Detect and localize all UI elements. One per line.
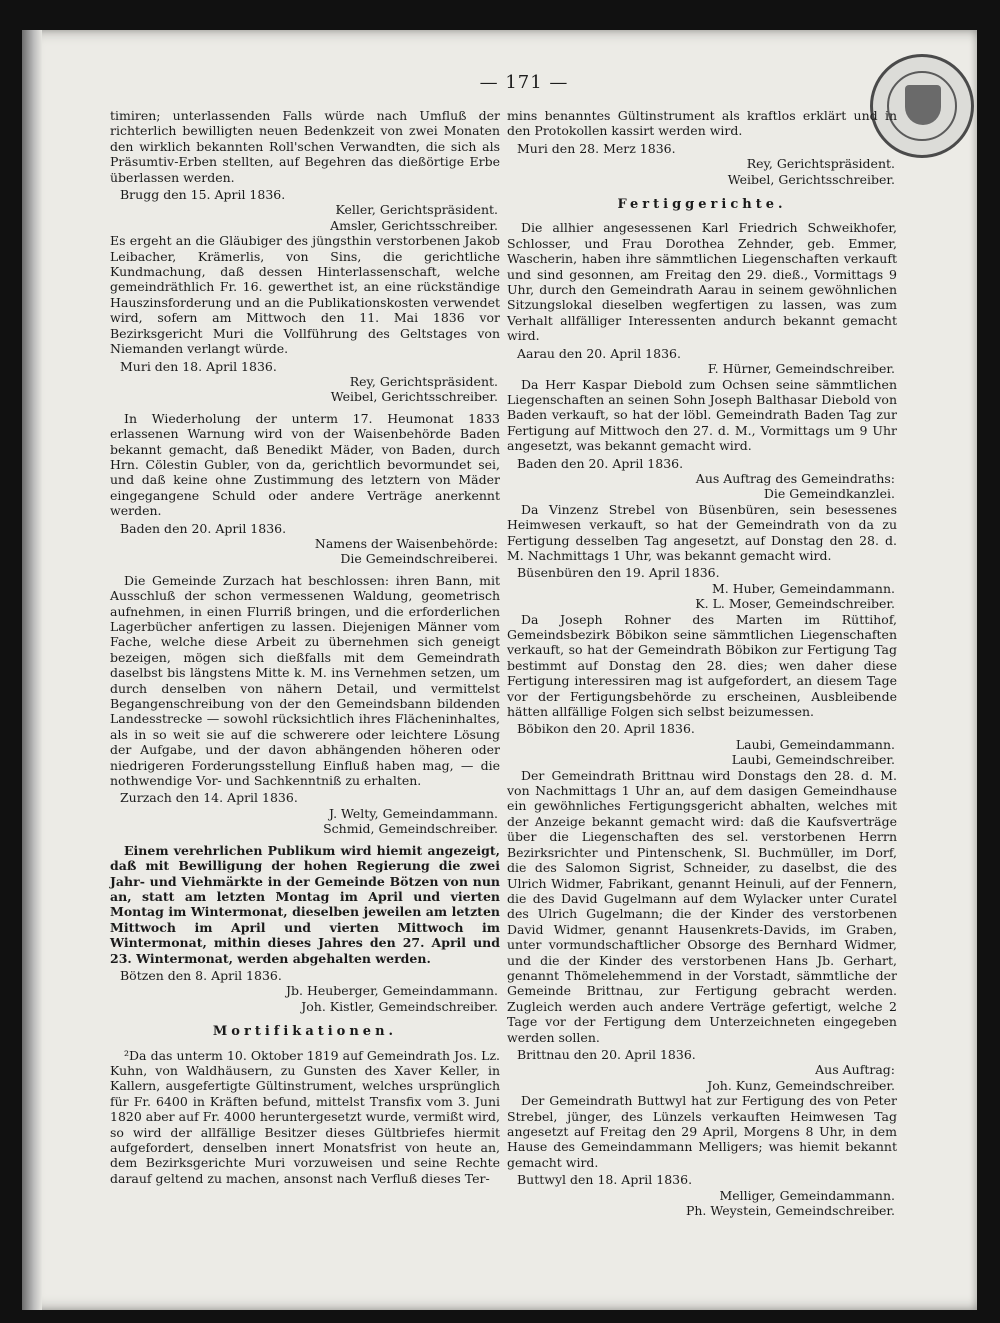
dateline: Muri den 28. Merz 1836.: [517, 140, 676, 156]
dateline: Brittnau den 20. April 1836.: [517, 1046, 696, 1062]
signature-line: Laubi, Gemeindammann.: [735, 736, 895, 752]
signature-line: Ph. Weystein, Gemeindschreiber.: [685, 1203, 895, 1219]
left-column: [110, 108, 500, 1188]
right-column: [507, 108, 897, 1218]
dateline: Buttwyl den 18. April 1836.: [517, 1172, 693, 1188]
section-heading: Mortifikationen.: [212, 1024, 398, 1040]
signature-line: Melliger, Gemeindammann.: [719, 1187, 895, 1203]
signature-line: Joh. Kunz, Gemeindschreiber.: [707, 1077, 895, 1093]
section-heading: Fertiggerichte.: [617, 197, 787, 213]
signature-line: M. Huber, Gemeindammann.: [711, 580, 895, 596]
signature-line: Keller, Gerichtspräsident.: [335, 202, 498, 218]
signature-line: Weibel, Gerichtsschreiber.: [727, 171, 895, 187]
dateline: Bötzen den 8. April 1836.: [120, 967, 282, 983]
signature-line: Die Gemeindkanzlei.: [763, 486, 895, 502]
notice-paragraph: Der Gemeindrath Brittnau wird Donstags den 28. d. M. von Nachmittags 1 Uhr an, auf dem dasigen Gemeindhause ein gewöhnliches Fertigungsgericht abhalten, welches mit der Anzeige bekannt gemacht wird: daß die Kaufsverträge über die Liegenschaften des sel. verstorbenen Herrn Bezirksrichter und Pintenschenk, Sl. Buchmüller, im Dorf, die des Salomon Sigrist, Schneider, zu daselbst, die des Ulrich Widmer, Fabrikant, genannt Heinuli, auf der Fennern, die des David Gugelmann auf dem Wylacker unter Curatel des Ulrich Gugelmann; die der Kinder des verstorbenen David Widmer, genannt Hausenkrets-Davids, im Graben, unter vormundschaftlicher Obsorge des Bernhard Widmer, und die der Kinder des verstorbenen Hans Jb. Gerhart, genannt Thömelehemmend in der Vorstadt, sämmtliche der Gemeinde Brittnau, zur Fertigung gebracht werden. Zugleich werden auch andere Verträge gefertigt, welche 2 Tage vor der Fertigung dem Unterzeichneten eingegeben werden sollen.: [507, 767, 897, 1045]
dateline: Zurzach den 14. April 1836.: [120, 790, 298, 806]
signature-line: Weibel, Gerichtsschreiber.: [330, 389, 498, 405]
dateline: Baden den 20. April 1836.: [517, 455, 684, 471]
newspaper-page: [22, 30, 977, 1310]
notice-paragraph: Es ergeht an die Gläubiger des jüngsthin verstorbenen Jakob Leibacher, Krämerlis, von Sins, die gerichtliche Kundmachung, daß dessen Hinterlassenschaft, welche gemeindräthlich Fr. 16. gewerthet ist, an eine rückständige Hauszinsforderung und an die Publikationskosten verwendet wird, sofern am Mittwoch den 11. Mai 1836 vor Bezirksgericht Muri die Vollführung des Geltstages von Niemanden verlangt würde.: [110, 233, 500, 357]
signature-line: Laubi, Gemeindschreiber.: [731, 752, 895, 768]
signature-line: Aus Auftrag:: [815, 1062, 895, 1078]
notice-paragraph: ²Da das unterm 10. Oktober 1819 auf Gemeindrath Jos. Lz. Kuhn, von Waldhäusern, zu Gunsten des Xaver Keller, in Kallern, ausgefertigte Gültinstrument, welches ursprünglich für Fr. 6400 in Kräften befund, mittelst Transfix vom 3. Juni 1820 aber auf Fr. 4000 heruntergesetzt wurde, vermißt wird, so wird der allfällige Besitzer dieses Gültbriefes hiermit aufgefordert, denselben innert Monatsfrist von heute an, dem Bezirksgerichte Muri vorzuweisen und seine Rechte darauf geltend zu machen, ansonst nach Verfluß dieses Ter-: [110, 1047, 500, 1186]
notice-paragraph: Der Gemeindrath Buttwyl hat zur Fertigung des von Peter Strebel, jünger, des Lünzels verkauften Heimwesen Tag angesetzt auf Freitag den 29 April, Morgens 8 Uhr, in dem Hause des Gemeindammann Melligers; was hiemit bekannt gemacht wird.: [507, 1093, 897, 1170]
notice-paragraph: mins benanntes Gültinstrument als kraftlos erklärt und in den Protokollen kassirt werden wird.: [507, 108, 897, 139]
notice-paragraph: Da Herr Kaspar Diebold zum Ochsen seine sämmtlichen Liegenschaften an seinen Sohn Joseph Balthasar Diebold von Baden verkauft, so hat der löbl. Gemeindrath Baden Tag zur Fertigung auf Mittwoch den 27. d. M., Vormittags um 9 Uhr angesetzt, was bekannt gemacht wird.: [507, 376, 897, 454]
page-spine-shadow: [22, 30, 42, 1310]
signature-line: Die Gemeindschreiberei.: [340, 551, 498, 567]
signature-line: Amsler, Gerichtsschreiber.: [330, 217, 498, 233]
notice-paragraph: Da Joseph Rohner des Marten im Rüttihof, Gemeindsbezirk Böbikon seine sämmtlichen Liegenschaften verkauft, so hat der Gemeindrath Böbikon zur Fertigung Tag bestimmt auf Donstag den 28. dies; wen daher diese Fertigung interessiren mag ist aufgefordert, an diesem Tage vor der Fertigungsbehörde zu erscheinen, Ausbleibende hätten allfällige Folgen sich selbst beizumessen.: [507, 611, 897, 720]
page-number: — 171 —: [479, 72, 569, 93]
notice-paragraph: timiren; unterlassenden Falls würde nach Umfluß der richterlich bewilligten neuen Bedenkzeit von zwei Monaten den wirklich bekannten Roll'schen Verwandten, die sich als Präsumtiv-Erben stellten, auf Begehren das dießörtige Erbe überlassen werden.: [110, 108, 500, 185]
dateline: Brugg den 15. April 1836.: [120, 187, 286, 203]
signature-line: K. L. Moser, Gemeindschreiber.: [695, 596, 895, 612]
signature-line: Aus Auftrag des Gemeindraths:: [695, 470, 895, 486]
stamp-shield-icon: [905, 85, 941, 125]
signature-line: Rey, Gerichtspräsident.: [746, 156, 895, 172]
signature-line: Rey, Gerichtspräsident.: [349, 373, 498, 389]
dateline: Muri den 18. April 1836.: [120, 358, 277, 374]
dateline: Baden den 20. April 1836.: [120, 520, 287, 536]
signature-line: Jb. Heuberger, Gemeindammann.: [286, 983, 498, 999]
signature-line: F. Hürner, Gemeindschreiber.: [707, 361, 895, 377]
notice-paragraph: Die Gemeinde Zurzach hat beschlossen: ihren Bann, mit Ausschluß der schon vermessenen Waldung, geometrisch aufnehmen, in einen Flurriß bringen, und die erforderlichen Lagerbücher anfertigen zu lassen. Diejenigen Männer vom Fache, welche diese Arbeit zu übernehmen sich geneigt bezeigen, mögen sich dießfalls mit dem Gemeindrath daselbst bis längstens Mitte k. M. ins Vernehmen setzen, um durch denselben von nähern Detail, und vermittelst Begangenschreibung von der den Gemeindsbann bildenden Landesstrecke — sowohl rücksichtlich ihres Flächeninhaltes, als in so weit sie auf die schwerere oder leichtere Lösung der Aufgabe, und der davon abhängenden höheren oder niedrigeren Forderungsstellung Einfluß haben mag, — die nothwendige Vor- und Sachkenntniß zu erhalten.: [110, 572, 500, 789]
signature-line: Joh. Kistler, Gemeindschreiber.: [301, 998, 498, 1014]
signature-line: Namens der Waisenbehörde:: [314, 535, 498, 551]
notice-paragraph: Da Vinzenz Strebel von Büsenbüren, sein besessenes Heimwesen verkauft, so hat der Gemeindrath von da zu Fertigung desselben Tag angesetzt, auf Donstag den 28. d. M. Nachmittags 1 Uhr, was bekannt gemacht wird.: [507, 501, 897, 563]
dateline: Aarau den 20. April 1836.: [517, 345, 681, 361]
signature-line: Schmid, Gemeindschreiber.: [323, 821, 498, 837]
dateline: Büsenbüren den 19. April 1836.: [517, 565, 720, 581]
notice-paragraph: Einem verehrlichen Publikum wird hiemit angezeigt, daß mit Bewilligung der hohen Regierung die zwei Jahr- und Viehmärkte in der Gemeinde Bötzen von nun an, statt am letzten Montag im April und vierten Montag im Wintermonat, dieselben jeweilen am letzten Mittwoch im April und vierten Mittwoch im Wintermonat, mithin dieses Jahres den 27. April und 23. Wintermonat, werden abgehalten werden.: [110, 842, 500, 966]
signature-line: J. Welty, Gemeindammann.: [329, 805, 498, 821]
dateline: Böbikon den 20. April 1836.: [517, 721, 695, 737]
notice-paragraph: In Wiederholung der unterm 17. Heumonat 1833 erlassenen Warnung wird von der Waisenbehörde Baden bekannt gemacht, daß Benedikt Mäder, von Baden, durch Hrn. Cölestin Gubler, von da, gerichtlich bevormundet sei, und daß keine ohne Zustimmung des letztern von Mäder eingegangene Schuld oder andere Verträge anerkennt werden.: [110, 410, 500, 519]
notice-paragraph: Die allhier angesessenen Karl Friedrich Schweikhofer, Schlosser, und Frau Dorothea Zehnder, geb. Emmer, Wascherin, haben ihre sämmtlichen Liegenschaften verkauft und sind gesonnen, am Freitag den 29. dieß., Vormittags 9 Uhr, durch den Gemeindrath Aarau in seinem gewöhnlichen Sitzungslokal dieselben wegfertigen zu lassen, was zum Verhalt allfälliger Interessenten andurch bekannt gemacht wird.: [507, 220, 897, 344]
